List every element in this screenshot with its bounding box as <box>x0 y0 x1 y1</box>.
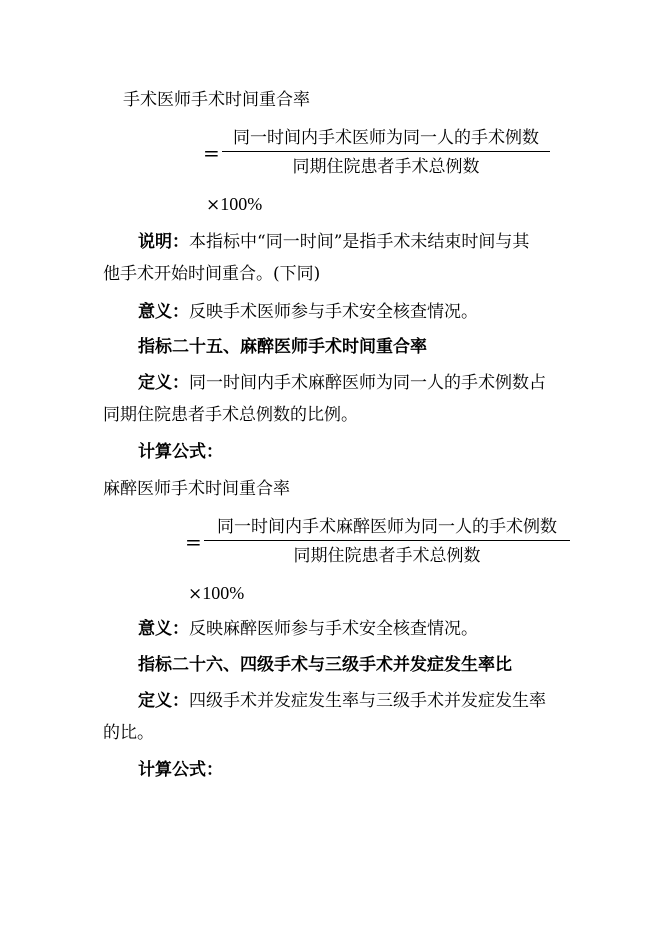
definition-label: 定义： <box>138 373 189 393</box>
fraction-bar <box>222 151 550 152</box>
fraction-denominator: 同期住院患者手术总例数 <box>293 546 481 566</box>
multiplier <box>188 582 244 605</box>
meaning-label: 意义： <box>138 302 189 322</box>
indicator-26-calc-label: 计算公式： <box>138 760 223 780</box>
times-sign: × <box>188 584 203 604</box>
note-text-1: 本指标中“同一时间”是指手术未结束时间与其 <box>189 232 530 252</box>
multiplier <box>206 193 262 216</box>
note-line-1 <box>138 231 529 253</box>
times-value: 100% <box>202 583 245 603</box>
meaning-line-2 <box>138 618 478 640</box>
indicator-25-definition-line-2: 同期住院患者手术总例数的比例。 <box>103 405 358 425</box>
indicator-26-definition-line-1 <box>138 690 546 712</box>
fraction-denominator: 同期住院患者手术总例数 <box>292 157 480 177</box>
definition-label: 定义： <box>138 691 189 711</box>
indicator-26-definition-line-2: 的比。 <box>103 723 154 743</box>
times-value: 100% <box>220 194 263 214</box>
equals-sign: = <box>203 141 220 165</box>
fraction-numerator: 同一时间内手术医师为同一人的手术例数 <box>233 128 539 148</box>
note-line-2: 他手术开始时间重合。(下同) <box>103 264 321 284</box>
definition-text-1: 同一时间内手术麻醉医师为同一人的手术例数占 <box>189 373 546 393</box>
meaning-text: 反映手术医师参与手术安全核查情况。 <box>189 302 478 322</box>
indicator-25-heading: 指标二十五、麻醉医师手术时间重合率 <box>138 337 427 357</box>
formula-name-anesthetist-overlap: 麻醉医师手术时间重合率 <box>103 479 290 499</box>
meaning-text: 反映麻醉医师参与手术安全核查情况。 <box>189 619 478 639</box>
times-sign: × <box>206 195 221 215</box>
fraction-bar <box>204 540 570 541</box>
equals-sign: = <box>185 530 202 554</box>
definition-text-1: 四级手术并发症发生率与三级手术并发症发生率 <box>189 691 546 711</box>
indicator-25-calc-label: 计算公式： <box>138 442 223 462</box>
meaning-label: 意义： <box>138 619 189 639</box>
indicator-25-definition-line-1 <box>138 372 546 394</box>
meaning-line-1 <box>138 301 478 323</box>
indicator-26-heading: 指标二十六、四级手术与三级手术并发症发生率比 <box>138 655 512 675</box>
note-label: 说明： <box>138 232 189 252</box>
formula-name-surgeon-overlap: 手术医师手术时间重合率 <box>123 90 310 110</box>
fraction-numerator: 同一时间内手术麻醉医师为同一人的手术例数 <box>217 517 557 537</box>
